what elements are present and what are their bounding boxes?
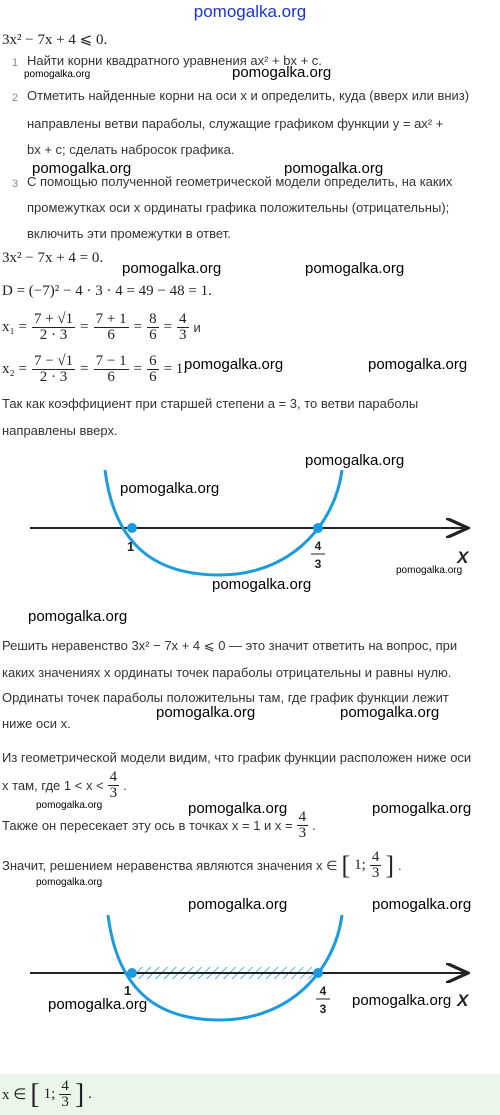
watermark: pomogalka.org (188, 896, 288, 913)
watermark: pomogalka.org (352, 992, 452, 1009)
watermark: pomogalka.org (305, 260, 405, 277)
watermark: pomogalka.org (28, 608, 128, 625)
explanation-p2-line-1: Из геометрической модели видим, что график функции расположен ниже оси (2, 750, 472, 765)
root-point-2 (313, 523, 323, 533)
watermark: pomogalka.org (36, 877, 103, 888)
x2-label: x₂ = (2, 361, 27, 377)
watermark: pomogalka.org (305, 452, 405, 469)
watermark: pomogalka.org (36, 800, 103, 811)
discriminant: D = (−7)² − 4 · 3 · 4 = 49 − 48 = 1. (2, 283, 212, 299)
explanation-p3: Также он пересекает эту ось в точках x = 1 и x = $\frac{4}{3}$ . (2, 809, 316, 841)
step-1-text: Найти корни квадратного уравнения ax² + bx + c. (27, 53, 322, 68)
step-1-number: 1 (12, 57, 19, 69)
watermark: pomogalka.org (122, 260, 222, 277)
watermark: pomogalka.org (120, 480, 220, 497)
watermark: pomogalka.org (396, 565, 463, 576)
root-point-1 (127, 523, 137, 533)
watermark: pomogalka.org (188, 800, 288, 817)
watermark: pomogalka.org (48, 996, 148, 1013)
root-label-2-den: 3 (319, 1002, 327, 1016)
watermark: pomogalka.org (372, 800, 472, 817)
answer-fraction: $\frac{4}{3}$ (61, 1078, 69, 1110)
p3-fraction: $\frac{4}{3}$ (298, 809, 307, 841)
x1-fraction-3: $\frac{8}{6}$ (149, 311, 157, 343)
coefficient-line-1: Так как коэффициент при старшей степени a = 3, то ветви параболы (2, 396, 419, 411)
root-label-1: 1 (124, 983, 132, 998)
x2-fraction-1: $\frac{7 - √1}{2 \cdot 3}$ (33, 353, 74, 385)
watermark: pomogalka.org (340, 704, 440, 721)
step-2-line-1: Отметить найденные корни на оси x и определить, куда (вверх или вниз) (27, 88, 470, 103)
x1-label: x₁ = (2, 319, 27, 335)
site-header-watermark[interactable]: pomogalka.org (193, 2, 307, 21)
answer-box (0, 1074, 500, 1115)
x-axis-label: X (457, 991, 469, 1010)
watermark: pomogalka.org (156, 704, 256, 721)
coefficient-line-2: направлены вверх. (2, 423, 118, 438)
x-axis-label: X (457, 548, 469, 567)
x1-fraction-4: $\frac{4}{3}$ (179, 311, 187, 343)
root-label-2-num: 4 (314, 539, 322, 553)
root-point-1 (127, 968, 137, 978)
explanation-p1-line-1: Решить неравенство 3x² − 7x + 4 ⩽ 0 — это значит ответить на вопрос, при (2, 638, 458, 653)
watermark: pomogalka.org (32, 160, 132, 177)
task-inequality: 3x² − 7x + 4 ⩽ 0. (2, 32, 108, 48)
explanation-p1-line-2: каких значениях x ординаты точек параболы отрицательны и равны нулю. (2, 665, 452, 680)
step-3-line-3: включить эти промежутки в ответ. (27, 226, 231, 241)
root-label-1: 1 (127, 539, 135, 554)
explanation-p1-line-4: ниже оси x. (2, 716, 71, 731)
watermark: pomogalka.org (184, 356, 284, 373)
root-x1-line: x₁ = $\frac{7 + √1}{2 \cdot 3}$ = $\frac{7 + 1}{6}$ = $\frac{8}{6}$ = $\frac{4}{3}$ и (2, 311, 201, 343)
x1-conjunction: и (193, 320, 201, 335)
quadratic-equation: 3x² − 7x + 4 = 0. (2, 250, 104, 266)
answer-text: x ∈ [ 1; $\frac{4}{3}$ ] . (2, 1078, 92, 1110)
step-2-number: 2 (12, 92, 19, 104)
explanation-p1-line-3: Ординаты точек параболы положительны там, где график функции лежит (2, 690, 449, 705)
root-point-2 (313, 968, 323, 978)
x1-fraction-2: $\frac{7 + 1}{6}$ (95, 311, 127, 343)
watermark: pomogalka.org (284, 160, 384, 177)
root-x2-line: x₂ = $\frac{7 - √1}{2 \cdot 3}$ = $\frac{7 - 1}{6}$ = $\frac{6}{6}$ = 1. (2, 353, 188, 385)
x1-fraction-1: $\frac{7 + √1}{2 \cdot 3}$ (33, 311, 74, 343)
x2-fraction-3: $\frac{6}{6}$ (149, 353, 157, 385)
step-3-line-1: С помощью полученной геометрической модели определить, на каких (27, 174, 453, 189)
p4-fraction: $\frac{4}{3}$ (371, 849, 380, 881)
root-label-2-num: 4 (319, 984, 327, 998)
explanation-p2-line-2: x там, где 1 < x < $\frac{4}{3}$ . (2, 769, 127, 801)
watermark: pomogalka.org (24, 69, 91, 80)
parabola-graph-2 (0, 905, 500, 1055)
watermark: pomogalka.org (368, 356, 468, 373)
x2-fraction-2: $\frac{7 - 1}{6}$ (95, 353, 127, 385)
watermark: pomogalka.org (232, 64, 332, 81)
step-3-number: 3 (12, 178, 19, 190)
step-2-line-3: bx + c; сделать набросок графика. (27, 142, 235, 157)
explanation-p4: Значит, решением неравенства являются значения x ∈ [ 1; $\frac{4}{3}$ ] . (2, 849, 402, 881)
watermark: pomogalka.org (372, 896, 472, 913)
watermark: pomogalka.org (212, 576, 312, 593)
root-label-2-den: 3 (314, 557, 322, 571)
x2-result: = 1. (163, 361, 188, 377)
p2-fraction: $\frac{4}{3}$ (109, 769, 118, 801)
step-2-line-2: направлены ветви параболы, служащие графиком функции y = ax² + (27, 116, 444, 131)
step-3-line-2: промежутках оси x ординаты графика положительны (отрицательны); (27, 200, 450, 215)
